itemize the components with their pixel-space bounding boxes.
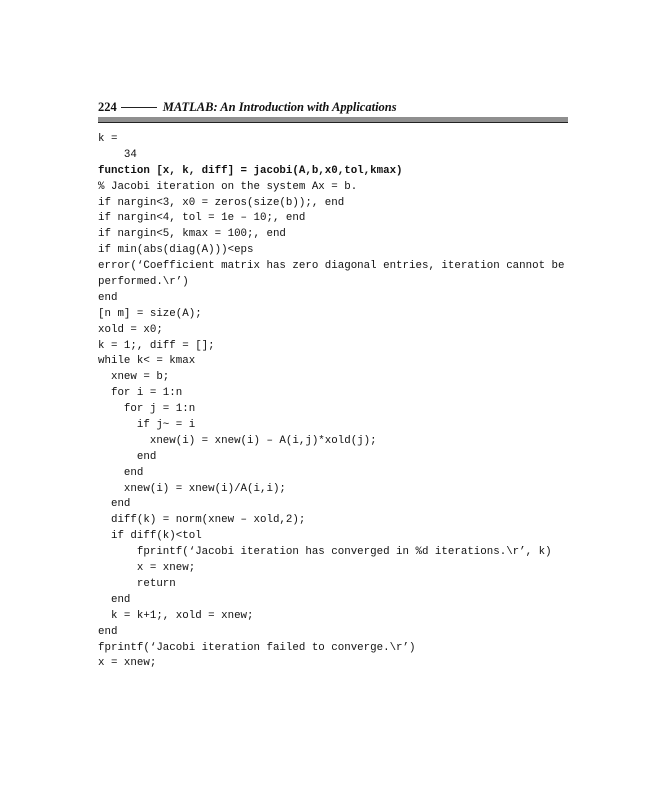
code-line: end — [98, 498, 131, 511]
code-line: end — [98, 450, 157, 463]
function-signature: function [x, k, diff] = jacobi(A,b,x0,tol,kmax) — [98, 164, 403, 177]
code-line: performed.\r’) — [98, 276, 189, 289]
code-line: while k< = kmax — [98, 355, 196, 368]
code-line: diff(k) = norm(xnew – xold,2); — [98, 514, 306, 527]
code-line: for j = 1:n — [98, 403, 196, 416]
code-line: if nargin<5, kmax = 100;, end — [98, 228, 286, 241]
code-line: end — [98, 466, 144, 479]
code-line: x = xnew; — [98, 657, 157, 670]
code-line: if min(abs(diag(A)))<eps — [98, 244, 254, 257]
code-line: xnew(i) = xnew(i)/A(i,i); — [98, 482, 286, 495]
header-dash — [121, 107, 157, 108]
book-title: MATLAB: An Introduction with Applications — [162, 100, 397, 114]
code-line: if j~ = i — [98, 419, 196, 432]
code-line: x = xnew; — [98, 562, 196, 575]
code-line: if diff(k)<tol — [98, 530, 202, 543]
code-line: end — [98, 593, 131, 606]
code-line: fprintf(‘Jacobi iteration has converged in %d iterations.\r’, k) — [98, 546, 552, 559]
code-line: 34 — [98, 148, 137, 161]
code-line: end — [98, 291, 118, 304]
code-line: k = 1;, diff = []; — [98, 339, 215, 352]
page-number: 224 — [98, 100, 117, 114]
code-line: end — [98, 625, 118, 638]
code-line: xnew(i) = xnew(i) – A(i,j)*xold(j); — [98, 434, 377, 447]
header-rule-black — [98, 122, 568, 123]
page-header — [98, 100, 568, 116]
code-listing — [98, 132, 570, 672]
code-line: fprintf(‘Jacobi iteration failed to converge.\r’) — [98, 641, 416, 654]
code-line: if nargin<3, x0 = zeros(size(b));, end — [98, 196, 345, 209]
code-line: [n m] = size(A); — [98, 307, 202, 320]
code-comment: % Jacobi iteration on the system Ax = b. — [98, 180, 358, 193]
code-line: xnew = b; — [98, 371, 170, 384]
code-line: k = k+1;, xold = xnew; — [98, 609, 254, 622]
code-line: for i = 1:n — [98, 387, 183, 400]
code-line: return — [98, 577, 176, 590]
code-line: xold = x0; — [98, 323, 163, 336]
code-line: if nargin<4, tol = 1e – 10;, end — [98, 212, 306, 225]
code-line: k = — [98, 133, 118, 145]
code-line: error(‘Coefficient matrix has zero diagonal entries, iteration cannot be — [98, 260, 565, 273]
